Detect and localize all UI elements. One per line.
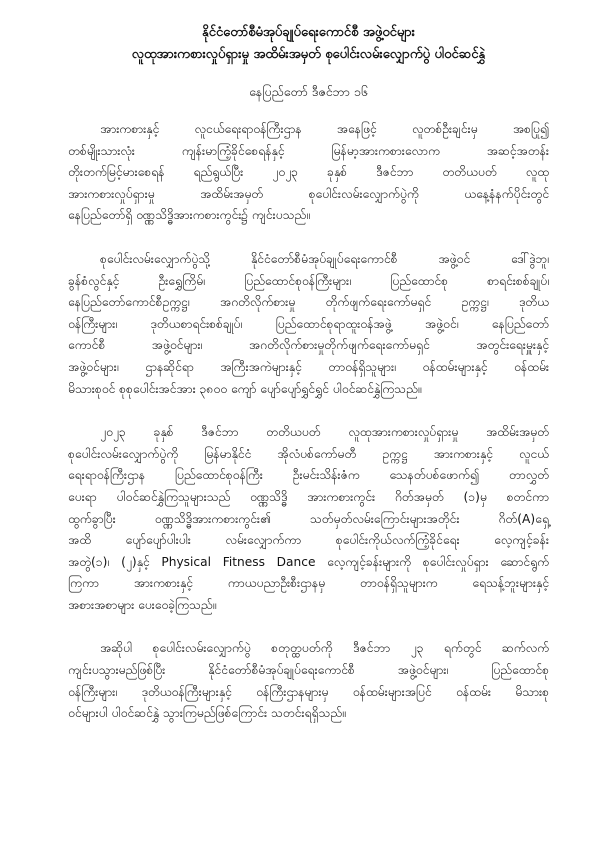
article-body: [68, 119, 549, 725]
paragraph-line: ပေးရာ ပါဝင်ဆင်နွှဲကြသူများသည် ဝဏ္ဏသိဒ္ဓိ အားကစားကွင်း ဂိတ်အမှတ် (၁)မှ စတင်ကာ: [68, 489, 549, 504]
paragraph-line: ခွန်စံလွင်နှင့် ဦးရွှေကြိမ်၊ ပြည်ထောင်စုဝန်ကြီးများ၊ ပြည်ထောင်စု စာရင်းစစ်ချုပ်၊: [68, 273, 549, 288]
paragraph-line: မိသားစုဝင် စုစုပေါင်းအင်အား ၃၈၀၀ ကျော် ပျော်ပျော်ရွှင်ရွှင် ပါဝင်ဆင်နွှဲကြသည်။: [68, 381, 422, 396]
paragraph-line: ကြကာ အားကစားနှင့် ကာယပညာဦးစီးဌာနမှ တာဝန်ရှိသူများက ရေသန့်ဘူးများနှင့်: [68, 576, 549, 591]
paragraph-line: အားကစားနှင့် လူငယ်ရေးရာဝန်ကြီးဌာန အနေဖြင့် လူတစ်ဦးချင်းမှ အစပြု၍: [100, 122, 549, 136]
paragraph: [68, 119, 549, 227]
paragraph-line: ကောင်စီ အဖွဲ့ဝင်များ၊ အဂတိလိုက်စားမှုတိုက်ဖျက်ရေးကော်မရှင် အတွင်းရေးမှူးနှင့်: [68, 338, 549, 353]
paragraph-line: တစ်မျိုးသားလုံး ကျန်းမာကြံ့ခိုင်စေရန်နှင့် မြန်မာ့အားကစားလောက အဆင့်အတန်း: [68, 143, 549, 158]
paragraph-line: ဝင်များပါ ပါဝင်ဆင်နွှဲ သွားကြမည်ဖြစ်ကြောင်း သတင်းရရှိသည်။: [68, 706, 346, 721]
paragraph-line: ဝန်ကြီးများ၊ ဒုတိယဝန်ကြီးများနှင့် ဝန်ကြီးဌာနများမှ ဝန်ထမ်းများအပြင် ဝန်ထမ်း မိသားစု: [68, 684, 549, 699]
paragraph-line: နေပြည်တော်ကောင်စီဥက္ကဋ္ဌ၊ အဂတိလိုက်စားမှု တိုက်ဖျက်ရေးကော်မရှင် ဥက္ကဋ္ဌ၊ ဒုတိယ: [68, 295, 549, 310]
headline-line-1: နိုင်ငံတော်စီမံအုပ်ချုပ်ရေးကောင်စီ အဖွဲ့ဝင်များ: [202, 25, 415, 40]
paragraph-line: ဝန်ကြီးများ၊ ဒုတိယစာရင်းစစ်ချုပ်၊ ပြည်ထောင်စုရာထူးဝန်အဖွဲ့ အဖွဲ့ဝင်၊ နေပြည်တော်: [68, 316, 549, 331]
paragraph: [68, 638, 549, 724]
paragraph-line: စုပေါင်းလမ်းလျှောက်ပွဲသို့ နိုင်ငံတော်စီမံအုပ်ချုပ်ရေးကောင်စီ အဖွဲ့ဝင် ဒေါ်ဒွဲဘူ၊: [100, 251, 549, 266]
paragraph-line: စုပေါင်းလမ်းလျှောက်ပွဲကို မြန်မာနိုင်ငံ အိုလံပစ်ကော်မတီ ဥက္ကဋ္ဌ အားကစားနှင့် လူငယ်: [68, 446, 549, 461]
paragraph-line: နေပြည်တော်ရှိ ဝဏ္ဏသိဒ္ဓိအားကစားကွင်း၌ ကျင်းပသည်။: [68, 208, 310, 223]
paragraph-line: ၂၀၂၃ ခုနှစ် ဒီဇင်ဘာ တတိယပတ် လူထုအားကစားလှုပ်ရှားမှု အထိမ်းအမှတ်: [100, 425, 549, 440]
paragraph-line: အစားအစာများ ပေးဝေခဲ့ကြသည်။: [68, 597, 217, 612]
paragraph-line: ထွက်ခွာပြီး ဝဏ္ဏသိဒ္ဓိအားကစားကွင်း၏ သတ်မှတ်လမ်းကြောင်းများအတိုင်း ဂိတ်(A)ရှေ့: [68, 511, 549, 526]
paragraph-line: တိုးတက်မြင့်မားစေရန် ရည်ရွယ်ပြီး ၂၀၂၃ ခုနှစ် ဒီဇင်ဘာ တတိယပတ် လူထု: [68, 165, 549, 180]
paragraph-line: အားကစားလှုပ်ရှားမှု အထိမ်းအမှတ် စုပေါင်းလမ်းလျှောက်ပွဲကို ယနေ့နံနက်ပိုင်းတွင်: [68, 186, 549, 201]
headline-line-2: လူထုအားကစားလှုပ်ရှားမှု အထိမ်းအမှတ် စုပေါင်းလမ်းလျှောက်ပွဲ ပါဝင်ဆင်နွှဲ: [131, 47, 486, 62]
paragraph-line: အဆိုပါ စုပေါင်းလမ်းလျှောက်ပွဲ စတုတ္ထပတ်ကို ဒီဇင်ဘာ ၂၃ ရက်တွင် ဆက်လက်: [100, 641, 549, 656]
paragraph: [68, 249, 549, 400]
paragraph-line: ကျင်းပသွားမည်ဖြစ်ပြီး နိုင်ငံတော်စီမံအုပ်ချုပ်ရေးကောင်စီ အဖွဲ့ဝင်များ၊ ပြည်ထောင်စု: [68, 663, 549, 678]
paragraph-line: အထိ ပျော်ပျော်ပါးပါး လမ်းလျှောက်ကာ စုပေါင်းကိုယ်လက်ကြံ့ခိုင်ရေး လေ့ကျင့်ခန်း: [68, 533, 549, 548]
dateline: နေပြည်တော် ဒီဇင်ဘာ ၁၆: [249, 84, 368, 99]
paragraph-line: အတွဲ(၁)၊ (၂)နှင့် Physical Fitness Dance လေ့ကျင့်ခန်းများကို စုပေါင်းလှုပ်ရှား ဆောင်ရွက်: [68, 554, 549, 569]
paragraph: [68, 422, 549, 616]
paragraph-line: အဖွဲ့ဝင်များ၊ ဌာနဆိုင်ရာ အကြီးအကဲများနှင့် တာဝန်ရှိသူများ၊ ဝန်ထမ်းများနှင့် ဝန်ထမ်း: [68, 359, 549, 374]
paragraph-line: ရေးရာဝန်ကြီးဌာန ပြည်ထောင်စုဝန်ကြီး ဦးမင်းသိန်းဇံက သေနတ်ပစ်ဖောက်၍ တာလွှတ်: [68, 468, 549, 483]
